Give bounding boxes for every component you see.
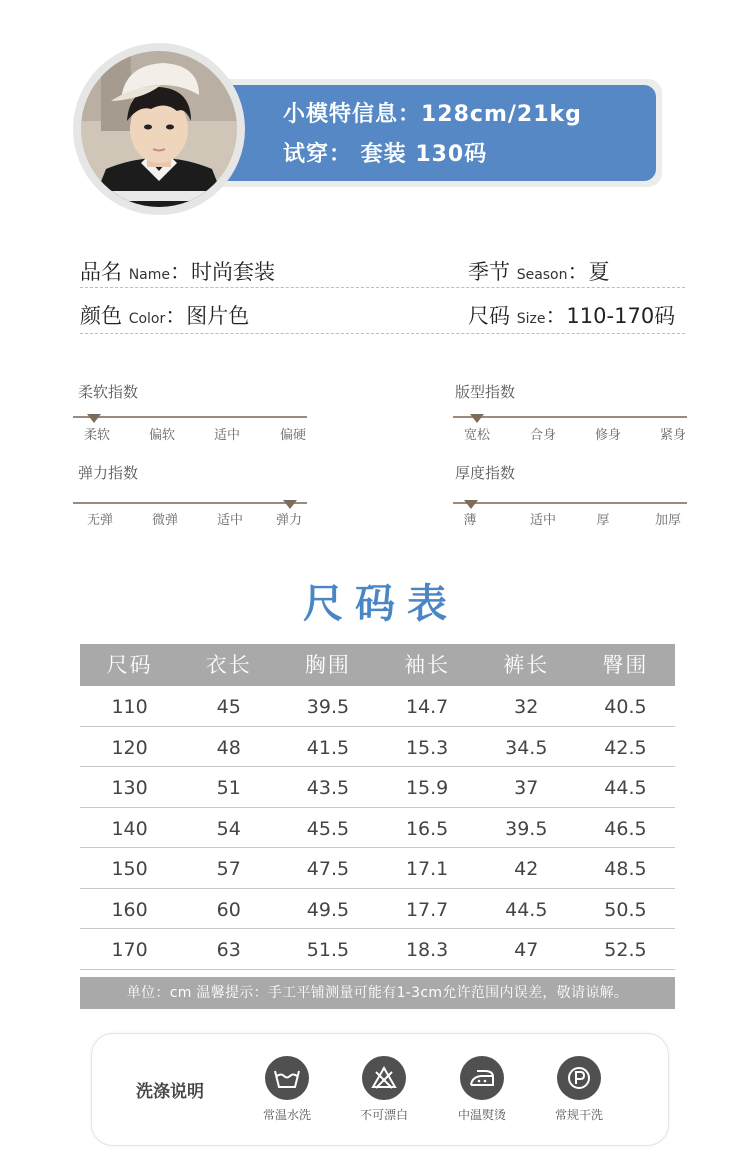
fit-index-scale	[453, 416, 687, 418]
table-cell: 120	[111, 736, 148, 759]
size-chart-table	[80, 644, 675, 970]
size-chart-header	[80, 644, 675, 686]
product-size-range: 尺码 Size：110-170码	[468, 304, 676, 328]
wash-item	[437, 1056, 527, 1123]
table-cell: 37	[514, 777, 539, 799]
fit-index-title: 版型指数	[455, 383, 516, 401]
iron-icon	[460, 1056, 504, 1100]
table-cell: 15.9	[405, 777, 449, 799]
elasticity-index-label: 适中	[216, 513, 244, 528]
column-header: 衣长	[205, 653, 252, 677]
divider	[80, 287, 685, 288]
product-season: 季节 Season：夏	[468, 260, 610, 284]
model-tryon-line: 试穿： 套装 130码	[283, 142, 488, 167]
table-row	[80, 686, 675, 727]
table-row	[80, 808, 675, 849]
table-cell: 63	[216, 939, 241, 961]
product-name: 品名 Name：时尚套装	[80, 260, 275, 284]
wash-item-label: 常规干洗	[554, 1108, 603, 1122]
table-cell: 17.1	[405, 858, 449, 880]
table-cell: 44.5	[505, 898, 548, 921]
table-row	[80, 727, 675, 768]
softness-index-marker	[87, 414, 101, 423]
table-cell: 48	[216, 736, 241, 759]
size-chart-body	[80, 686, 675, 970]
column-header: 尺码	[106, 653, 153, 677]
fit-index-label: 宽松	[463, 428, 491, 443]
table-cell: 51.5	[306, 939, 350, 961]
table-cell: 150	[111, 858, 148, 880]
elasticity-index-label: 无弹	[86, 513, 114, 528]
avatar	[81, 51, 237, 207]
table-cell: 43.5	[306, 777, 350, 799]
table-cell: 32	[514, 696, 539, 718]
table-cell: 52.5	[604, 939, 647, 961]
table-cell: 57	[216, 858, 241, 880]
table-cell: 44.5	[604, 777, 647, 799]
size-chart-title: 尺码表	[303, 581, 459, 627]
product-color: 颜色 Color：图片色	[80, 304, 250, 328]
table-cell: 41.5	[306, 736, 350, 759]
thickness-index-label: 加厚	[654, 513, 682, 528]
thickness-index-label: 厚	[596, 513, 610, 528]
table-cell: 47.5	[306, 858, 350, 880]
softness-index-scale	[73, 416, 307, 418]
softness-index-label: 柔软	[83, 428, 111, 443]
thickness-index-scale	[453, 502, 687, 504]
table-cell: 170	[111, 939, 148, 961]
table-cell: 48.5	[604, 858, 647, 880]
table-row	[80, 889, 675, 930]
fit-index-label: 紧身	[659, 428, 687, 443]
divider	[80, 333, 685, 334]
table-cell: 16.5	[405, 817, 449, 840]
table-cell: 39.5	[505, 817, 548, 840]
fit-index-label: 合身	[529, 428, 557, 443]
thickness-index-label: 适中	[529, 513, 557, 528]
elasticity-index-label: 微弹	[151, 513, 179, 528]
table-cell: 54	[216, 817, 241, 840]
table-cell: 49.5	[306, 898, 350, 921]
model-info-line: 小模特信息：128cm/21kg	[283, 102, 582, 127]
fit-index-label: 修身	[594, 428, 622, 443]
table-cell: 60	[216, 898, 241, 921]
table-cell: 42	[514, 858, 539, 880]
elasticity-index-scale	[73, 502, 307, 504]
table-cell: 17.7	[405, 898, 449, 921]
column-header: 胸围	[304, 653, 351, 677]
table-cell: 34.5	[505, 736, 548, 759]
column-header: 袖长	[404, 653, 451, 677]
table-cell: 39.5	[306, 696, 350, 718]
wash-item	[339, 1056, 429, 1123]
table-cell: 50.5	[604, 898, 647, 921]
table-cell: 40.5	[604, 696, 647, 718]
elasticity-index-marker	[283, 500, 297, 509]
table-cell: 14.7	[405, 696, 449, 718]
thickness-index-marker	[464, 500, 478, 509]
table-cell: 47	[514, 939, 539, 961]
thickness-index-label: 薄	[463, 513, 477, 528]
fit-index-marker	[470, 414, 484, 423]
table-cell: 160	[111, 898, 148, 921]
table-cell: 18.3	[405, 939, 449, 961]
wash-item-label: 中温熨烫	[457, 1108, 506, 1122]
softness-index-label: 适中	[213, 428, 241, 443]
model-portrait-image	[81, 51, 237, 207]
measurement-note: 单位：cm 温馨提示：手工平铺测量可能有1-3cm允许范围内误差，敬请谅解。	[80, 977, 675, 1009]
elasticity-index-label: 弹力	[275, 513, 303, 528]
table-row	[80, 767, 675, 808]
softness-index-title: 柔软指数	[78, 383, 139, 401]
table-cell: 45	[216, 696, 241, 718]
softness-index-label: 偏软	[148, 428, 176, 443]
column-header: 臀围	[602, 653, 649, 677]
table-cell: 110	[111, 696, 148, 718]
wash-item	[242, 1056, 332, 1123]
dry-clean-icon	[557, 1056, 601, 1100]
table-cell: 42.5	[604, 736, 647, 759]
thickness-index-title: 厚度指数	[455, 464, 516, 482]
table-cell: 51	[216, 777, 241, 799]
table-cell: 46.5	[604, 817, 647, 840]
wash-instructions-title: 洗涤说明	[136, 1082, 204, 1102]
wash-item-label: 常温水洗	[262, 1108, 311, 1122]
column-header: 裤长	[503, 653, 550, 677]
table-cell: 140	[111, 817, 148, 840]
wash-item	[534, 1056, 624, 1123]
table-cell: 15.3	[405, 736, 449, 759]
no-bleach-icon	[362, 1056, 406, 1100]
wash-item-label: 不可漂白	[359, 1108, 408, 1122]
table-cell: 130	[111, 777, 148, 799]
softness-index-label: 偏硬	[279, 428, 307, 443]
wash-tub-icon	[265, 1056, 309, 1100]
table-cell: 45.5	[306, 817, 350, 840]
elasticity-index-title: 弹力指数	[78, 464, 139, 482]
table-row	[80, 848, 675, 889]
table-row	[80, 929, 675, 970]
